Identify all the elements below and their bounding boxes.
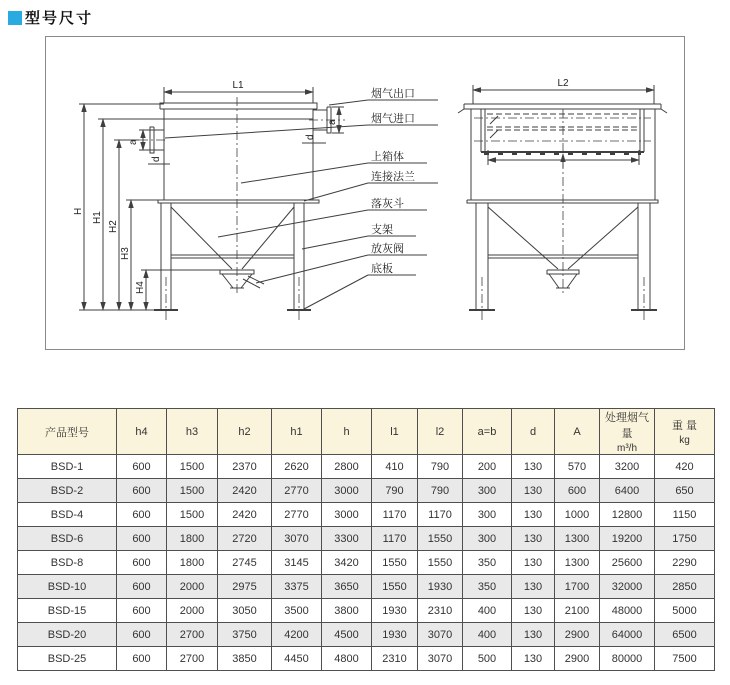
dim-label-h2: H2 <box>108 220 119 233</box>
part-label-outlet: 烟气出口 <box>371 88 415 100</box>
value-cell: 1500 <box>167 503 218 527</box>
value-cell: 200 <box>463 455 512 479</box>
model-cell: BSD-6 <box>18 527 117 551</box>
table-row <box>18 623 715 647</box>
dim-label-d-outlet: d <box>305 134 316 140</box>
column-header: l2 <box>418 409 463 455</box>
value-cell: 3500 <box>272 599 322 623</box>
model-cell: BSD-8 <box>18 551 117 575</box>
value-cell: 400 <box>463 623 512 647</box>
value-cell: 600 <box>117 647 167 671</box>
part-label-base-plate: 底板 <box>371 263 393 275</box>
value-cell: 1150 <box>655 503 715 527</box>
column-header: 处理烟气量 m³/h <box>600 409 655 455</box>
value-cell: 3850 <box>218 647 272 671</box>
value-cell: 64000 <box>600 623 655 647</box>
value-cell: 4200 <box>272 623 322 647</box>
table-row <box>18 479 715 503</box>
table-row <box>18 551 715 575</box>
dim-label-a-outlet: a <box>327 119 338 125</box>
value-cell: 790 <box>372 479 418 503</box>
dim-label-l1: L1 <box>232 80 244 91</box>
value-cell: 3070 <box>418 647 463 671</box>
model-cell: BSD-10 <box>18 575 117 599</box>
column-header: a=b <box>463 409 512 455</box>
dim-label-h1: H1 <box>92 211 103 224</box>
value-cell: 2900 <box>555 647 600 671</box>
value-cell: 3145 <box>272 551 322 575</box>
value-cell: 1930 <box>372 599 418 623</box>
part-label-upper-box: 上箱体 <box>371 151 404 163</box>
value-cell: 2290 <box>655 551 715 575</box>
value-cell: 4800 <box>322 647 372 671</box>
value-cell: 19200 <box>600 527 655 551</box>
value-cell: 130 <box>512 551 555 575</box>
value-cell: 6500 <box>655 623 715 647</box>
value-cell: 3070 <box>272 527 322 551</box>
value-cell: 80000 <box>600 647 655 671</box>
part-label-ash-valve: 放灰阀 <box>371 243 404 255</box>
value-cell: 2310 <box>418 599 463 623</box>
value-cell: 790 <box>418 479 463 503</box>
model-cell: BSD-15 <box>18 599 117 623</box>
spec-table <box>17 408 715 671</box>
column-header: l1 <box>372 409 418 455</box>
value-cell: 600 <box>117 599 167 623</box>
value-cell: 2900 <box>555 623 600 647</box>
value-cell: 4450 <box>272 647 322 671</box>
value-cell: 1500 <box>167 479 218 503</box>
table-row <box>18 527 715 551</box>
value-cell: 130 <box>512 455 555 479</box>
value-cell: 600 <box>117 479 167 503</box>
table-body <box>18 455 715 671</box>
value-cell: 420 <box>655 455 715 479</box>
value-cell: 3070 <box>418 623 463 647</box>
value-cell: 3000 <box>322 479 372 503</box>
value-cell: 2800 <box>322 455 372 479</box>
value-cell: 2745 <box>218 551 272 575</box>
value-cell: 6400 <box>600 479 655 503</box>
value-cell: 2000 <box>167 575 218 599</box>
value-cell: 600 <box>117 551 167 575</box>
value-cell: 570 <box>555 455 600 479</box>
model-cell: BSD-2 <box>18 479 117 503</box>
value-cell: 3200 <box>600 455 655 479</box>
page-title-text: 型号尺寸 <box>25 10 94 27</box>
value-cell: 350 <box>463 575 512 599</box>
value-cell: 2310 <box>372 647 418 671</box>
value-cell: 2370 <box>218 455 272 479</box>
value-cell: 600 <box>117 527 167 551</box>
value-cell: 7500 <box>655 647 715 671</box>
value-cell: 1800 <box>167 551 218 575</box>
value-cell: 1930 <box>372 623 418 647</box>
value-cell: 2420 <box>218 479 272 503</box>
value-cell: 130 <box>512 479 555 503</box>
table-row <box>18 575 715 599</box>
value-cell: 3050 <box>218 599 272 623</box>
value-cell: 600 <box>117 575 167 599</box>
column-header: h1 <box>272 409 322 455</box>
title-bullet-icon <box>8 11 22 25</box>
table-row <box>18 503 715 527</box>
table-header-row <box>18 409 715 455</box>
value-cell: 2700 <box>167 647 218 671</box>
table-row <box>18 455 715 479</box>
value-cell: 300 <box>463 479 512 503</box>
value-cell: 3800 <box>322 599 372 623</box>
value-cell: 1750 <box>655 527 715 551</box>
value-cell: 1550 <box>372 575 418 599</box>
front-view <box>73 80 345 320</box>
column-header: h <box>322 409 372 455</box>
column-header: h3 <box>167 409 218 455</box>
part-label-ash-hopper: 落灰斗 <box>371 198 404 210</box>
value-cell: 130 <box>512 647 555 671</box>
column-header-unit: m³/h <box>617 443 637 454</box>
dimension-diagram <box>45 36 685 350</box>
dim-label-d-inlet: d <box>151 156 162 162</box>
value-cell: 400 <box>463 599 512 623</box>
table-row <box>18 599 715 623</box>
part-label-flange: 连接法兰 <box>371 171 415 183</box>
value-cell: 1550 <box>418 551 463 575</box>
column-header: h4 <box>117 409 167 455</box>
value-cell: 1700 <box>555 575 600 599</box>
value-cell: 1800 <box>167 527 218 551</box>
value-cell: 2850 <box>655 575 715 599</box>
column-header: 产品型号 <box>18 409 117 455</box>
dim-label-h4: H4 <box>135 281 146 294</box>
dim-label-l2: L2 <box>557 78 569 89</box>
value-cell: 600 <box>117 455 167 479</box>
value-cell: 300 <box>463 527 512 551</box>
model-cell: BSD-1 <box>18 455 117 479</box>
value-cell: 600 <box>555 479 600 503</box>
value-cell: 3375 <box>272 575 322 599</box>
part-label-support: 支架 <box>371 224 393 236</box>
value-cell: 130 <box>512 623 555 647</box>
column-header: h2 <box>218 409 272 455</box>
value-cell: 2000 <box>167 599 218 623</box>
value-cell: 2620 <box>272 455 322 479</box>
value-cell: 1930 <box>418 575 463 599</box>
value-cell: 3750 <box>218 623 272 647</box>
value-cell: 130 <box>512 599 555 623</box>
value-cell: 790 <box>418 455 463 479</box>
value-cell: 300 <box>463 503 512 527</box>
value-cell: 1170 <box>418 503 463 527</box>
page-title <box>8 7 93 28</box>
column-header-unit: kg <box>679 435 690 446</box>
model-cell: BSD-25 <box>18 647 117 671</box>
value-cell: 1500 <box>167 455 218 479</box>
value-cell: 600 <box>117 623 167 647</box>
value-cell: 130 <box>512 527 555 551</box>
value-cell: 600 <box>117 503 167 527</box>
technical-drawing <box>46 37 684 349</box>
value-cell: 2420 <box>218 503 272 527</box>
value-cell: 2770 <box>272 503 322 527</box>
dim-label-a-inlet: a <box>128 139 139 145</box>
value-cell: 410 <box>372 455 418 479</box>
value-cell: 350 <box>463 551 512 575</box>
column-header: A <box>555 409 600 455</box>
dim-label-h3: H3 <box>120 247 131 260</box>
value-cell: 130 <box>512 503 555 527</box>
column-header: 重 量 kg <box>655 409 715 455</box>
value-cell: 1550 <box>418 527 463 551</box>
value-cell: 5000 <box>655 599 715 623</box>
value-cell: 3650 <box>322 575 372 599</box>
value-cell: 2720 <box>218 527 272 551</box>
value-cell: 2700 <box>167 623 218 647</box>
side-view <box>458 78 667 320</box>
value-cell: 2100 <box>555 599 600 623</box>
table-row <box>18 647 715 671</box>
value-cell: 2770 <box>272 479 322 503</box>
value-cell: 3000 <box>322 503 372 527</box>
column-header: d <box>512 409 555 455</box>
value-cell: 3420 <box>322 551 372 575</box>
value-cell: 650 <box>655 479 715 503</box>
value-cell: 500 <box>463 647 512 671</box>
value-cell: 1170 <box>372 503 418 527</box>
model-cell: BSD-20 <box>18 623 117 647</box>
value-cell: 1300 <box>555 527 600 551</box>
value-cell: 12800 <box>600 503 655 527</box>
value-cell: 130 <box>512 575 555 599</box>
model-cell: BSD-4 <box>18 503 117 527</box>
value-cell: 1550 <box>372 551 418 575</box>
value-cell: 1170 <box>372 527 418 551</box>
value-cell: 3300 <box>322 527 372 551</box>
value-cell: 1000 <box>555 503 600 527</box>
part-label-inlet: 烟气进口 <box>371 113 415 125</box>
value-cell: 32000 <box>600 575 655 599</box>
value-cell: 2975 <box>218 575 272 599</box>
value-cell: 25600 <box>600 551 655 575</box>
value-cell: 48000 <box>600 599 655 623</box>
value-cell: 1300 <box>555 551 600 575</box>
dim-label-h: H <box>73 207 84 215</box>
value-cell: 4500 <box>322 623 372 647</box>
